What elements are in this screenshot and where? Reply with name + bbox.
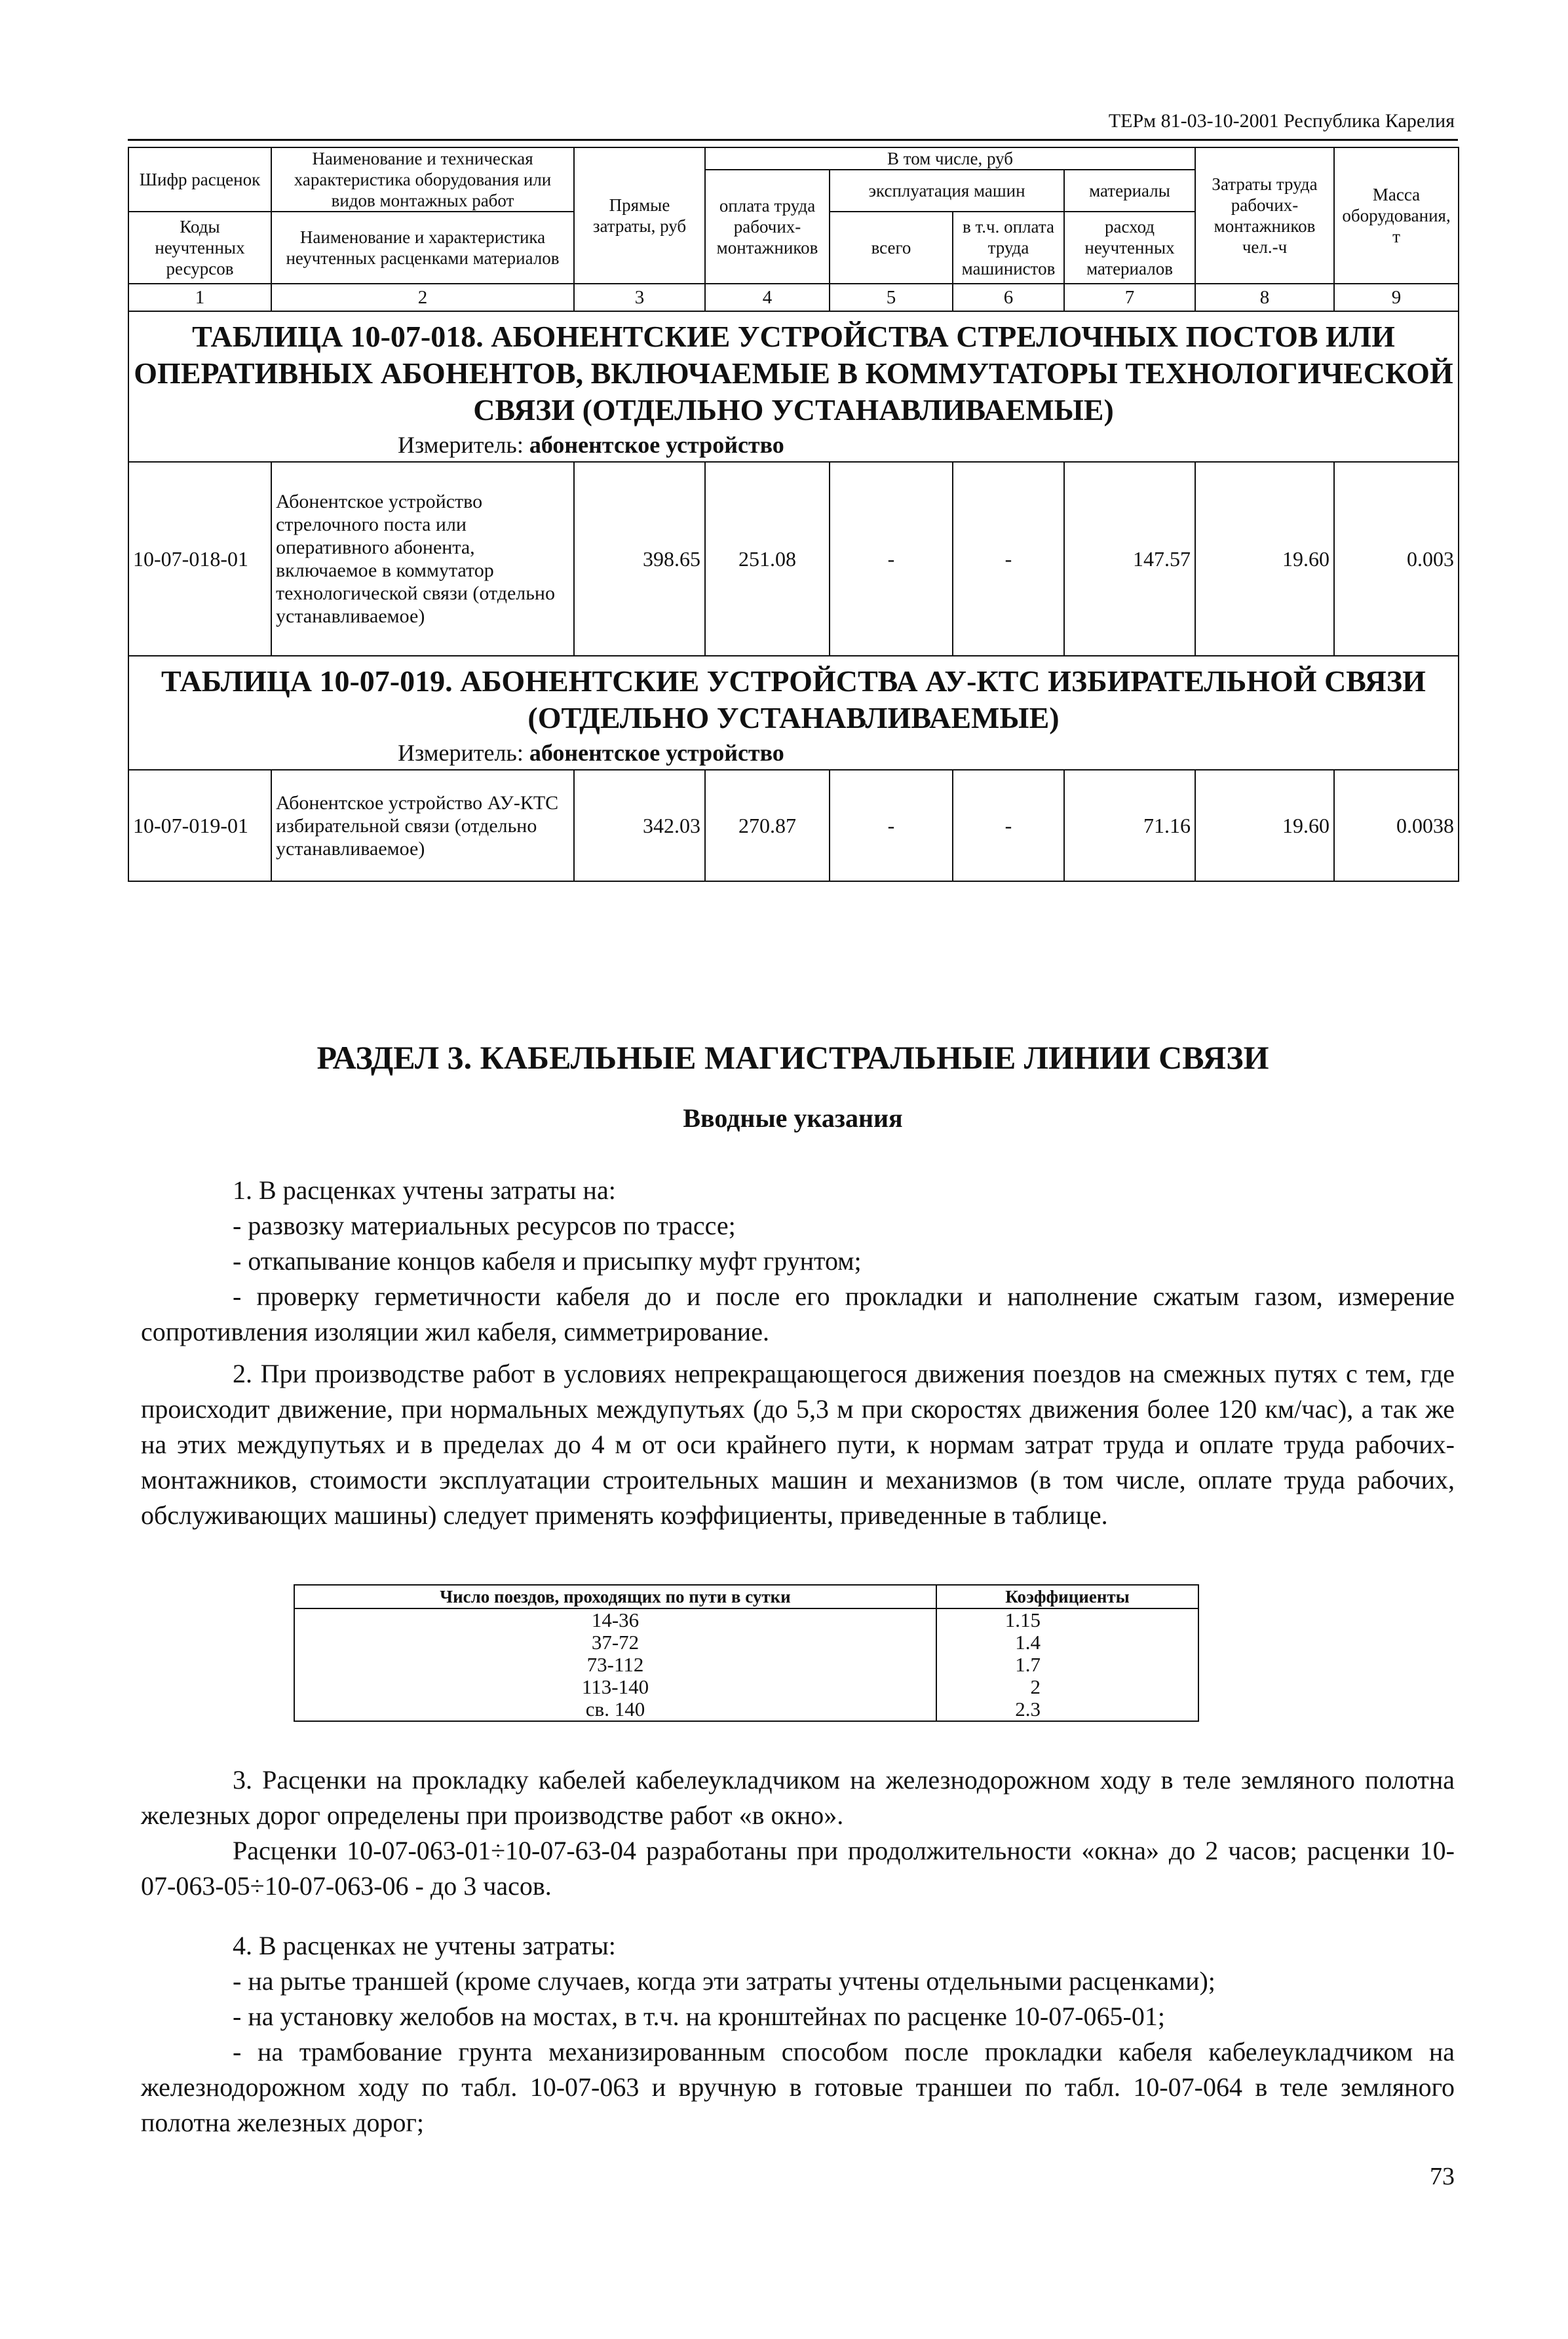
header-materials-consumption: расход неучтенных материалов (1064, 212, 1195, 284)
row-name: Абонентское устройство АУ-КТС избирательной связи (отдельно устанавливаемое) (271, 770, 574, 881)
paragraph-text: 3. Расценки на прокладку кабелей кабелеукладчиком на железнодорожном ходу в теле земляного полотна железных дорог определены при производстве работ «в окно». (141, 1765, 1455, 1830)
coef-header: Число поездов, проходящих по пути в сутки (294, 1585, 936, 1608)
column-number: 8 (1195, 284, 1334, 311)
column-number: 9 (1334, 284, 1459, 311)
header-resource-names: Наименование и характеристика неучтенных расценками материалов (271, 212, 574, 284)
header-machines-wage: в т.ч. оплата труда машинистов (953, 212, 1064, 284)
trains-per-day: 37-72 (294, 1631, 936, 1654)
trains-per-day: 113-140 (294, 1676, 936, 1698)
row-machines-total: - (830, 462, 953, 656)
header-code: Шифр расценок (128, 147, 271, 212)
row-mass: 0.0038 (1334, 770, 1459, 881)
header-wage: оплата труда рабочих-монтажников (705, 170, 830, 284)
column-number: 2 (271, 284, 574, 311)
header-direct-costs: Прямые затраты, руб (574, 147, 705, 284)
paragraph-lead: 4. В расценках не учтены затраты: (233, 1931, 616, 1960)
row-wage: 270.87 (705, 770, 830, 881)
header-machines: эксплуатация машин (830, 170, 1064, 212)
header-mass: Масса оборудования, т (1334, 147, 1459, 284)
table-row (128, 462, 1459, 656)
list-item: - на рытье траншей (кроме случаев, когда эти затраты учтены отдельными расценками); (233, 1966, 1215, 1996)
table-row (294, 1676, 1198, 1698)
column-numbers-row (128, 284, 1459, 311)
table-meter (128, 431, 1459, 462)
header-labor: Затраты труда рабочих-монтажников чел.-ч (1195, 147, 1334, 284)
column-number: 4 (705, 284, 830, 311)
running-header: ТЕРм 81-03-10-2001 Республика Карелия (1108, 110, 1455, 132)
table-meter (128, 739, 1459, 770)
paragraph-text: 2. При производстве работ в условиях непрекращающегося движения поездов на смежных путях с тем, где происходит движение, при нормальных междупутьях (до 5,3 м при скоростях движения более 120 км/час), а так же на этих междупутьях и в пределах до 4 м от оси крайнего пути, к нормам затрат труда и оплате труда рабочих-монтажников, стоимости эксплуатации строительных машин и механизмов (в том числе, оплате труда рабочих, обслуживающих машины) следует применять коэффициенты, приведенные в таблице. (141, 1359, 1455, 1530)
row-name: Абонентское устройство стрелочного поста или оперативного абонента, включаемое в коммутатор технологической связи (отдельно устанавливаемое) (271, 462, 574, 656)
list-item: - развозку материальных ресурсов по трассе; (233, 1211, 736, 1240)
row-code: 10-07-018-01 (128, 462, 271, 656)
table-row (128, 770, 1459, 881)
meter-label: Измеритель: (398, 740, 524, 766)
table-row (294, 1608, 1198, 1631)
list-item: - откапывание концов кабеля и присыпку муфт грунтом; (233, 1246, 862, 1276)
coefficient: 2 (936, 1676, 1198, 1698)
table-row (294, 1698, 1198, 1721)
section-title: РАЗДЕЛ 3. КАБЕЛЬНЫЕ МАГИСТРАЛЬНЫЕ ЛИНИИ СВЯЗИ (316, 1039, 1269, 1076)
coefficient: 1.7 (936, 1654, 1198, 1676)
column-number: 5 (830, 284, 953, 311)
column-number: 1 (128, 284, 271, 311)
trains-per-day: 73-112 (294, 1654, 936, 1676)
coef-header: Коэффициенты (936, 1585, 1198, 1608)
row-labor: 19.60 (1195, 770, 1334, 881)
list-item: - проверку герметичности кабеля до и после его прокладки и наполнение сжатым газом, измерение сопротивления изоляции жил кабеля, симметрирование. (141, 1282, 1455, 1346)
trains-per-day: 14-36 (294, 1608, 936, 1631)
paragraph-lead: 1. В расценках учтены затраты на: (233, 1175, 616, 1205)
coefficient: 2.3 (936, 1698, 1198, 1721)
column-number: 3 (574, 284, 705, 311)
header-rule (128, 139, 1458, 141)
column-number: 6 (953, 284, 1064, 311)
paragraph-text: Расценки 10-07-063-01÷10-07-63-04 разработаны при продолжительности «окна» до 2 часов; расценки 10-07-063-05÷10-07-063-06 - до 3 часов. (141, 1836, 1455, 1901)
meter-value: абонентское устройство (529, 740, 784, 766)
table-heading: ТАБЛИЦА 10-07-018. АБОНЕНТСКИЕ УСТРОЙСТВА СТРЕЛОЧНЫХ ПОСТОВ ИЛИ ОПЕРАТИВНЫХ АБОНЕНТОВ, ВКЛЮЧАЕМЫЕ В КОММУТАТОРЫ ТЕХНОЛОГИЧЕСКОЙ СВЯЗИ (ОТДЕЛЬНО УСТАНАВЛИВАЕМЫЕ) (128, 311, 1459, 431)
header-resource-codes: Коды неучтенных ресурсов (128, 212, 271, 284)
list-item: - на трамбование грунта механизированным способом после прокладки кабеля кабелеукладчиком на железнодорожном ходу по табл. 10-07-063 и вручную в готовые траншеи по табл. 10-07-064 в теле земляного полотна железных дорог; (141, 2037, 1455, 2137)
row-code: 10-07-019-01 (128, 770, 271, 881)
coefficient: 1.15 (936, 1608, 1198, 1631)
coefficient: 1.4 (936, 1631, 1198, 1654)
column-number: 7 (1064, 284, 1195, 311)
row-direct: 342.03 (574, 770, 705, 881)
header-name: Наименование и техническая характеристика оборудования или видов монтажных работ (271, 147, 574, 212)
paragraph-1 (141, 1173, 1455, 1350)
table-row (294, 1654, 1198, 1676)
price-table (128, 147, 1459, 882)
paragraph-3 (141, 1762, 1455, 1904)
coefficient-table (294, 1584, 1199, 1722)
intro-title: Вводные указания (683, 1103, 903, 1133)
meter-label: Измеритель: (398, 432, 524, 458)
header-including: В том числе, руб (705, 147, 1195, 170)
table-row (294, 1631, 1198, 1654)
paragraph-4 (141, 1928, 1455, 2140)
meter-value: абонентское устройство (529, 432, 784, 458)
page-number: 73 (1430, 2163, 1455, 2190)
header-machines-total: всего (830, 212, 953, 284)
row-machines-wage: - (953, 770, 1064, 881)
trains-per-day: св. 140 (294, 1698, 936, 1721)
row-machines-total: - (830, 770, 953, 881)
header-materials: материалы (1064, 170, 1195, 212)
paragraph-2 (141, 1356, 1455, 1533)
row-wage: 251.08 (705, 462, 830, 656)
row-mass: 0.003 (1334, 462, 1459, 656)
table-heading: ТАБЛИЦА 10-07-019. АБОНЕНТСКИЕ УСТРОЙСТВА АУ-КТС ИЗБИРАТЕЛЬНОЙ СВЯЗИ (ОТДЕЛЬНО УСТАНАВЛИВАЕМЫЕ) (128, 656, 1459, 739)
row-materials: 71.16 (1064, 770, 1195, 881)
row-machines-wage: - (953, 462, 1064, 656)
list-item: - на установку желобов на мостах, в т.ч. на кронштейнах по расценке 10-07-065-01; (233, 2002, 1165, 2031)
row-labor: 19.60 (1195, 462, 1334, 656)
row-materials: 147.57 (1064, 462, 1195, 656)
row-direct: 398.65 (574, 462, 705, 656)
